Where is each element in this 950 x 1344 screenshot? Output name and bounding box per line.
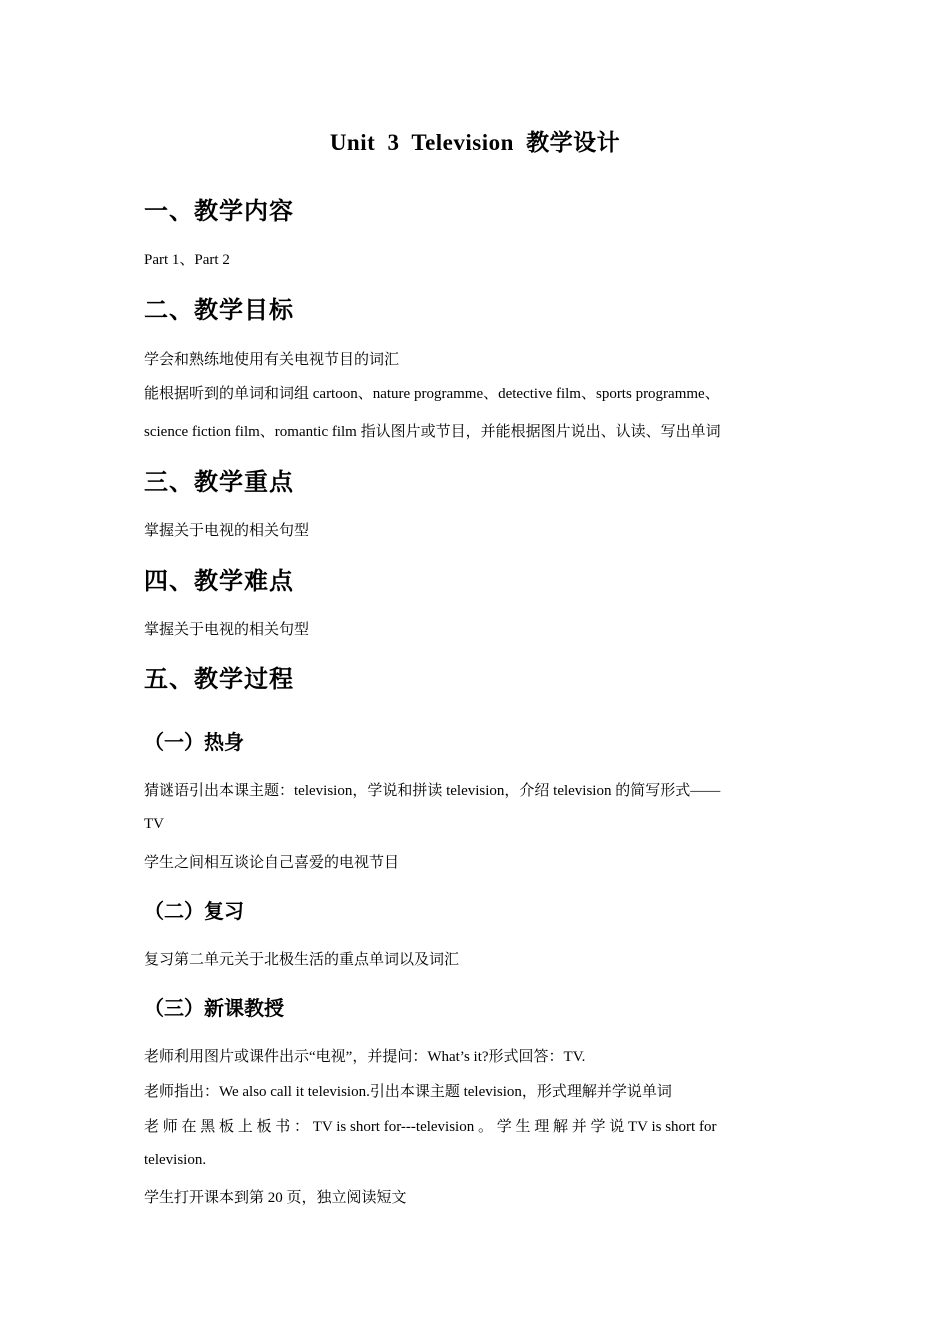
subheading-review: （二）复习	[144, 899, 244, 923]
new-lesson-line-1: 老师利用图片或课件出示“电视”，并提问：What’s it?形式回答：TV.	[144, 1049, 586, 1065]
document-title: Unit 3 Television 教学设计	[329, 130, 621, 155]
key-points-text: 掌握关于电视的相关句型	[144, 523, 310, 539]
heading-teaching-objectives: 二、教学目标	[144, 296, 294, 324]
new-lesson-line-3: 老 师 在 黑 板 上 板 书 ： TV is short for---television 。 学 生 理 解 并 学 说 TV is short for	[144, 1119, 717, 1135]
difficulties-text: 掌握关于电视的相关句型	[144, 622, 310, 638]
heading-teaching-difficulties: 四、教学难点	[144, 567, 294, 595]
objectives-line-2: 能根据听到的单词和词组 cartoon、nature programme、detective film、sports programme、	[144, 386, 720, 402]
teaching-content-text: Part 1、Part 2	[144, 252, 230, 268]
review-line-1: 复习第二单元关于北极生活的重点单词以及词汇	[144, 952, 460, 968]
new-lesson-line-2: 老师指出：We also call it television.引出本课主题 television，形式理解并学说单词	[144, 1084, 672, 1100]
heading-teaching-key-points: 三、教学重点	[144, 468, 294, 496]
warmup-line-2: TV	[144, 816, 164, 832]
subheading-new-lesson: （三）新课教授	[144, 996, 284, 1020]
heading-teaching-process: 五、教学过程	[144, 665, 294, 693]
new-lesson-line-4: television.	[144, 1152, 207, 1168]
new-lesson-line-5: 学生打开课本到第 20 页，独立阅读短文	[144, 1190, 407, 1206]
warmup-line-3: 学生之间相互谈论自己喜爱的电视节目	[144, 855, 400, 871]
objectives-line-1: 学会和熟练地使用有关电视节目的词汇	[144, 352, 400, 368]
objectives-line-3: science fiction film、romantic film 指认图片或节目，并能根据图片说出、认读、写出单词	[144, 424, 721, 440]
subheading-warmup: （一）热身	[144, 730, 244, 754]
warmup-line-1: 猜谜语引出本课主题：television，学说和拼读 television，介绍 television 的简写形式——	[144, 783, 721, 799]
heading-teaching-content: 一、教学内容	[144, 197, 294, 225]
